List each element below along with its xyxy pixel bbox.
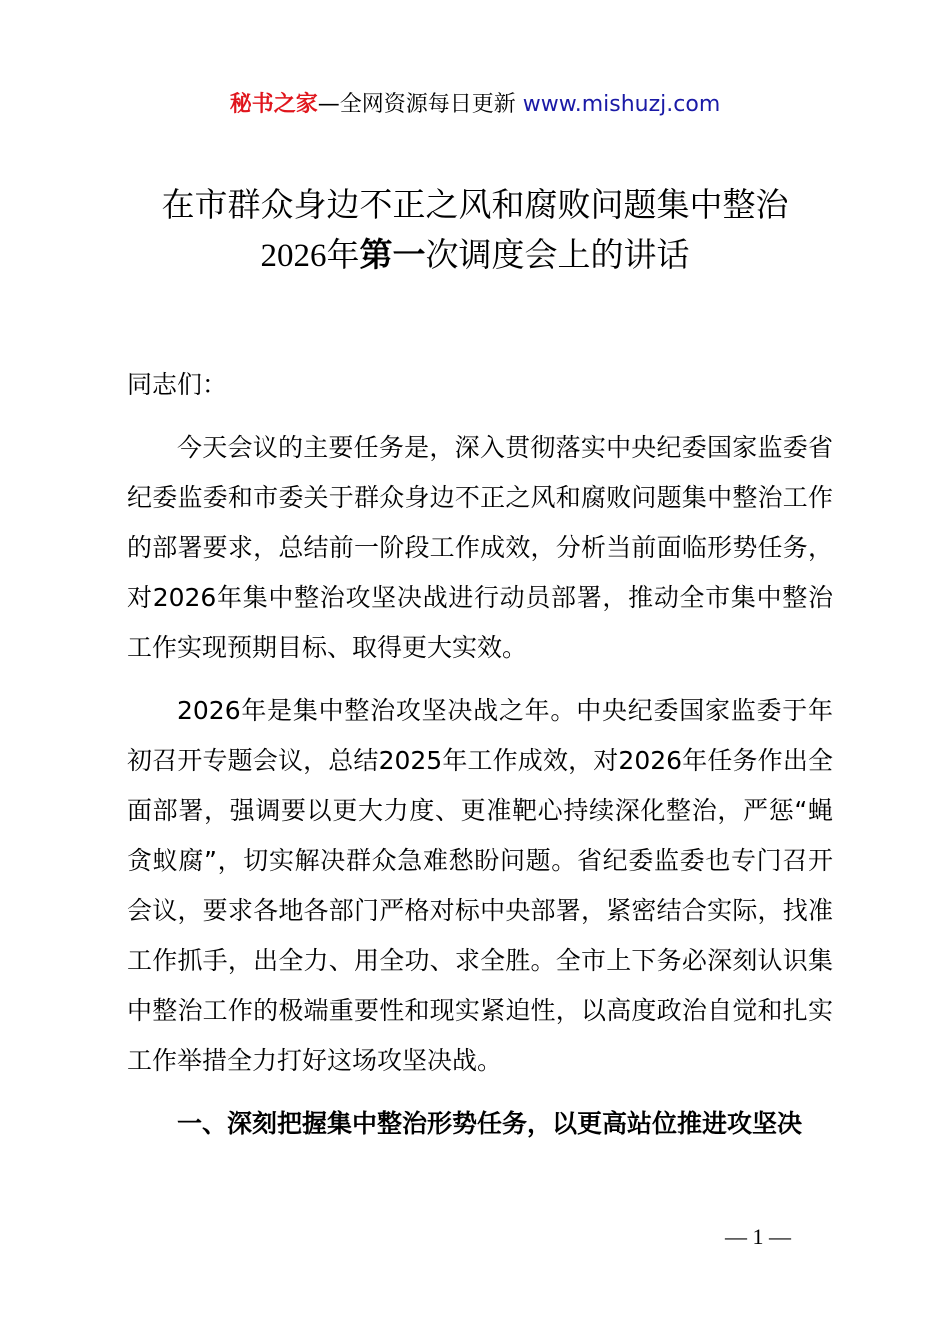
site-brand: 秘书之家 [229,92,318,117]
site-tagline: —全网资源每日更新 [317,92,523,117]
title-ordinal: 第一 [359,235,426,274]
title-year-suffix: 年 [326,235,360,274]
document-body [127,360,833,1149]
document-title [60,180,890,281]
title-line-2 [60,230,890,281]
site-url-link[interactable]: www.mishuzj.com [522,92,721,117]
title-line-2-rest: 次调度会上的讲话 [425,235,690,274]
site-header [0,88,950,122]
title-line-1: 在市群众身边不正之风和腐败问题集中整治 [161,185,789,224]
paragraph-2: 2026年是集中整治攻坚决战之年。中央纪委国家监委于年初召开专题会议，总结2025年工作成效，对2026年任务作出全面部署，强调要以更大力度、更准靶心持续深化整治，严惩“蝇贪蚁腐”，切实解决群众急难愁盼问题。省纪委监委也专门召开会议，要求各地各部门严格对标中央部署，紧密结合实际，找准工作抓手，出全力、用全功、求全胜。全市上下务必深刻认识集中整治工作的极端重要性和现实紧迫性，以高度政治自觉和扎实工作举措全力打好这场攻坚决战。 [127,696,833,1075]
paragraph-1: 今天会议的主要任务是，深入贯彻落实中央纪委国家监委省纪委监委和市委关于群众身边不正之风和腐败问题集中整治工作的部署要求，总结前一阶段工作成效，分析当前面临形势任务，对2026年集中整治攻坚决战进行动员部署，推动全市集中整治工作实现预期目标、取得更大实效。 [127,433,833,662]
salutation: 同志们： [127,370,228,399]
title-year: 2026 [260,238,327,274]
section-heading-1: 一、深刻把握集中整治形势任务，以更高站位推进攻坚决 [177,1109,803,1138]
page-number: — 1 — [725,1224,791,1249]
